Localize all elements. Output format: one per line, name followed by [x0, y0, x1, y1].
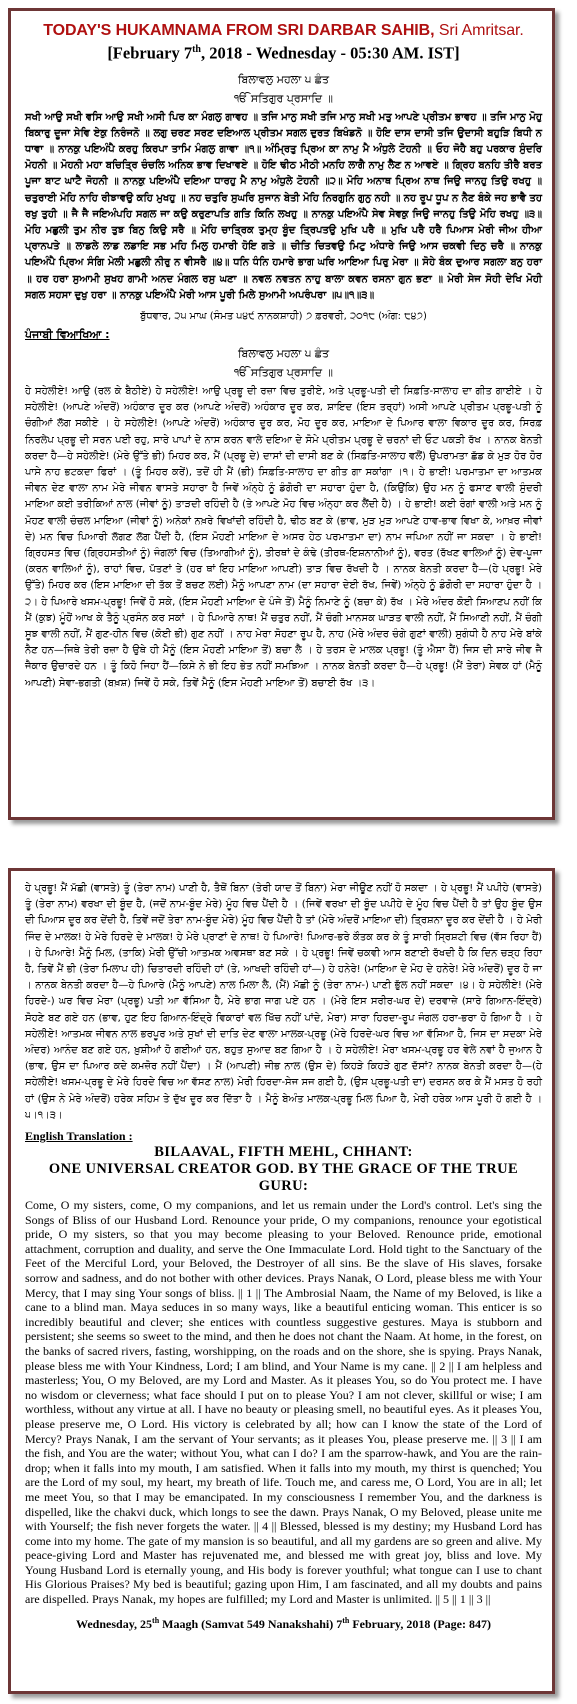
title-main: TODAY'S HUKAMNAMA FROM SRI DARBAR SAHIB, [43, 22, 435, 39]
hukamnama-panel-bottom [8, 868, 555, 1694]
punjabi-vyakhya-text: ਹੇ ਸਹੇਲੀਏ! ਆਉ (ਰਲ ਕੇ ਬੈਠੀਏ) ਹੇ ਸਹੇਲੀਏ! ਆਉ ਪ੍ਰਭੂ ਦੀ ਰਜ਼ਾ ਵਿਚ ਤੁਰੀਏ, ਅਤੇ ਪ੍ਰਭੂ-ਪਤੀ ਦੀ ਸਿਫ਼ਤਿ-ਸਾਲਾਹ ਦਾ ਗੀਤ ਗਾਈਏ । ਹੇ ਸਹੇਲੀਏ! (ਆਪਣੇ ਅੰਦਰੋਂ) ਅਹੰਕਾਰ ਦੂਰ ਕਰ (ਆਪਣੇ ਅੰਦਰੋਂ) ਅਹੰਕਾਰ ਦੂਰ ਕਰ, ਸ਼ਾਇਦ (ਇਸ ਤਰ੍ਹਾਂ) ਅਸੀ ਆਪਣੇ ਪ੍ਰੀਤਮ ਪ੍ਰਭੂ-ਪਤੀ ਨੂੰ ਚੰਗੀਆਂ ਲੱਗ ਸਕੀਏ । ਹੇ ਸਹੇਲੀਏ! (ਆਪਣੇ ਅੰਦਰੋਂ) ਅਹੰਕਾਰ ਦੂਰ ਕਰ, ਮੋਹ ਦੂਰ ਕਰ, ਮਾਇਆ ਦੇ ਪਿਆਰ ਵਾਲਾ ਵਿਕਾਰ ਦੂਰ ਕਰ, ਸਿਰਫ਼ ਨਿਰਲੇਪ ਪ੍ਰਭੂ ਦੀ ਸਰਨ ਪਈ ਰਹੁ, ਸਾਰੇ ਪਾਪਾਂ ਦੇ ਨਾਸ ਕਰਨ ਵਾਲੇ ਦਇਆ ਦੇ ਸੋਮੇ ਪ੍ਰੀਤਮ ਪ੍ਰਭੂ ਦੇ ਚਰਨਾਂ ਦੀ ਓਟ ਪਕੜੀ ਰੱਖ । ਨਾਨਕ ਬੇਨਤੀ ਕਰਦਾ ਹੈ—ਹੇ ਸਹੇਲੀਏ! (ਮੇਰੇ ਉੱਤੇ ਭੀ) ਮਿਹਰ ਕਰ, ਮੈਂ (ਪ੍ਰਭੂ ਦੇ) ਦਾਸਾਂ ਦੀ ਦਾਸੀ ਬਣ ਕੇ (ਸਿਫ਼ਤਿ-ਸਾਲਾਹ ਵਲੋਂ) ਉਪਰਾਮਤਾ ਛੱਡ ਕੇ ਮੁੜ ਹੋਰ ਹੋਰ ਪਾਸੇ ਨਾਹ ਭਟਕਦਾ ਫਿਰਾਂ । (ਤੂੰ ਮਿਹਰ ਕਰੇਂ), ਤਦੋਂ ਹੀ ਮੈਂ (ਭੀ) ਸਿਫ਼ਤਿ-ਸਾਲਾਹ ਦਾ ਗੀਤ ਗਾ ਸਕਾਂਗਾ ।੧। ਹੇ ਭਾਈ! ਪਰਮਾਤਮਾ ਦਾ ਆਤਮਕ ਜੀਵਨ ਦੇਣ ਵਾਲਾ ਨਾਮ ਮੇਰੇ ਜੀਵਨ ਵਾਸਤੇ ਸਹਾਰਾ ਹੈ ਜਿਵੇਂ ਅੰਨ੍ਹੇ ਨੂੰ ਡੰਗੋਰੀ ਦਾ ਸਹਾਰਾ ਹੁੰਦਾ ਹੈ, (ਕਿਉਂਕਿ) ਉਹ ਮਨ ਨੂੰ ਫਸਾਣ ਵਾਲੀ ਸੁੰਦਰੀ ਮਾਇਆ ਕਈ ਤਰੀਕਿਆਂ ਨਾਲ (ਜੀਵਾਂ ਨੂੰ) ਤਾੜਦੀ ਰਹਿੰਦੀ ਹੈ (ਤੇ ਆਪਣੇ ਮੋਹ ਵਿਚ ਅੰਨ੍ਹਾ ਕਰ ਲੈਂਦੀ ਹੈ) । ਹੇ ਭਾਈ! ਕਈ ਰੰਗਾਂ ਵਾਲੀ ਅਤੇ ਮਨ ਨੂੰ ਮੋਹਣ ਵਾਲੀ ਚੰਚਲ ਮਾਇਆ (ਜੀਵਾਂ ਨੂੰ) ਅਨੇਕਾਂ ਨਖ਼ਰੇ ਵਿਖਾਂਦੀ ਰਹਿੰਦੀ ਹੈ, ਢੀਠ ਬਣ ਕੇ (ਭਾਵ, ਮੁੜ ਮੁੜ ਆਪਣੇ ਹਾਵ-ਭਾਵ ਵਿਖਾ ਕੇ, ਆਖ਼ਰ ਜੀਵਾਂ ਦੇ) ਮਨ ਵਿਚ ਪਿਆਰੀ ਲੱਗਣ ਲੱਗ ਪੈਂਦੀ ਹੈ, (ਇਸ ਮੋਹਣੀ ਮਾਇਆ ਦੇ ਅਸਰ ਹੇਠ ਪਰਮਾਤਮਾ ਦਾ) ਨਾਮ ਜਪਿਆ ਨਹੀਂ ਜਾ ਸਕਦਾ । ਹੇ ਭਾਈ! ਗ੍ਰਿਹਸਤ ਵਿਚ (ਗ੍ਰਿਹਸਤੀਆਂ ਨੂੰ) ਜੰਗਲਾਂ ਵਿਚ (ਤਿਆਗੀਆਂ ਨੂੰ), ਤੀਰਥਾਂ ਦੇ ਕੰਢੇ (ਤੀਰਥ-ਇਸ਼ਨਾਨੀਆਂ ਨੂੰ), ਵਰਤ (ਰੱਖਣ ਵਾਲਿਆਂ ਨੂੰ) ਦੇਵ-ਪੂਜਾ (ਕਰਨ ਵਾਲਿਆਂ ਨੂੰ), ਰਾਹਾਂ ਵਿਚ, ਪੱਤਣਾਂ ਤੇ (ਹਰ ਥਾਂ ਇਹ ਮਾਇਆ ਆਪਣੀ) ਤਾੜ ਵਿਚ ਰੱਖਦੀ ਹੈ । ਨਾਨਕ ਬੇਨਤੀ ਕਰਦਾ ਹੈ—(ਹੇ ਪ੍ਰਭੂ! ਮੇਰੇ ਉੱਤੇ) ਮਿਹਰ ਕਰ (ਇਸ ਮਾਇਆ ਦੀ ਤੱਕ ਤੋਂ ਬਚਣ ਲਈ) ਮੈਨੂੰ ਆਪਣਾ ਨਾਮ (ਦਾ ਸਹਾਰਾ ਦੇਈ ਰੱਖ, ਜਿਵੇਂ) ਅੰਨ੍ਹੇ ਨੂੰ ਡੰਗੋਰੀ ਦਾ ਸਹਾਰਾ ਹੁੰਦਾ ਹੈ ।੨। ਹੇ ਪਿਆਰੇ ਖਸਮ-ਪ੍ਰਭੂ! ਜਿਵੇਂ ਹੋ ਸਕੇ, (ਇਸ ਮੋਹਣੀ ਮਾਇਆ ਦੇ ਪੰਜੇ ਤੋਂ) ਮੈਨੂੰ ਨਿਮਾਣੇ ਨੂੰ (ਬਚਾ ਕੇ) ਰੱਖ । ਮੇਰੇ ਅੰਦਰ ਕੋਈ ਸਿਆਣਪ ਨਹੀਂ ਕਿ ਮੈਂ (ਕੁਝ) ਮੂੰਹੋਂ ਆਖ ਕੇ ਤੈਨੂੰ ਪ੍ਰਸੰਨ ਕਰ ਸਕਾਂ । ਹੇ ਪਿਆਰੇ ਨਾਥ! ਮੈਂ ਚਤੁਰ ਨਹੀਂ, ਮੈਂ ਚੰਗੀ ਮਾਨਸਕ ਘਾੜਤ ਵਾਲੀ ਨਹੀਂ, ਮੈਂ ਸਿਆਣੀ ਨਹੀਂ, ਮੈਂ ਚੰਗੀ ਸੂਝ ਵਾਲੀ ਨਹੀਂ, ਮੈਂ ਗੁਣ-ਹੀਨ ਵਿਚ (ਕੋਈ ਭੀ) ਗੁਣ ਨਹੀਂ । ਨਾਹ ਮੇਰਾ ਸੋਹਣਾ ਰੂਪ ਹੈ, ਨਾਹ (ਮੇਰੇ ਅੰਦਰ ਚੰਗੇ ਗੁਣਾਂ ਵਾਲੀ) ਸੁਗੰਧੀ ਹੈ ਨਾਹ ਮੇਰੇ ਬਾਂਕੇ ਨੈਣ ਹਨ—ਜਿਥੇ ਤੇਰੀ ਰਜ਼ਾ ਹੈ ਉਥੇ ਹੀ ਮੈਨੂੰ (ਇਸ ਮੋਹਣੀ ਮਾਇਆ ਤੋਂ) ਬਚਾ ਲੈ । ਹੇ ਤਰਸ ਦੇ ਮਾਲਕ ਪ੍ਰਭੂ! (ਤੂੰ ਐਸਾ ਹੈਂ) ਜਿਸ ਦੀ ਸਾਰੇ ਜੀਵ ਜੈ ਜੈਕਾਰ ਉਚਾਰਦੇ ਹਨ । ਤੂੰ ਕਿਹੋ ਜਿਹਾ ਹੈਂ—ਕਿਸੇ ਨੇ ਭੀ ਇਹ ਭੇਤ ਨਹੀਂ ਸਮਝਿਆ । ਨਾਨਕ ਬੇਨਤੀ ਕਰਦਾ ਹੈ—ਹੇ ਪ੍ਰਭੂ! (ਮੈਂ ਤੇਰਾ) ਸੇਵਕ ਹਾਂ (ਮੈਨੂੰ ਆਪਣੀ) ਸੇਵਾ-ਭਗਤੀ (ਬਖ਼ਸ਼) ਜਿਵੇਂ ਹੋ ਸਕੇ, ਤਿਵੇਂ ਮੈਨੂੰ (ਇਸ ਮੋਹਣੀ ਮਾਇਆ ਤੋਂ) ਬਚਾਈ ਰੱਖ ।੩। [25, 385, 542, 689]
english-translation-heading: English Translation : [25, 1129, 133, 1144]
page-title [25, 21, 542, 40]
punjabi-mool-mantar: ੴ ਸਤਿਗੁਰ ਪ੍ਰਸਾਦਿ ॥ [234, 365, 333, 379]
title-location: Sri Amritsar. [434, 22, 524, 39]
date-rest: , 2018 - Wednesday - 05:30 AM. IST] [201, 43, 460, 63]
en-date-open: Wednesday, 25 [76, 1616, 153, 1631]
punjabi-vyakhya-continued: ਹੇ ਪ੍ਰਭੂ! ਮੈਂ ਮੱਛੀ (ਵਾਸਤੇ) ਤੂੰ (ਤੇਰਾ ਨਾਮ) ਪਾਣੀ ਹੈ, ਤੈਥੋਂ ਬਿਨਾ (ਤੇਰੀ ਯਾਦ ਤੋਂ ਬਿਨਾ) ਮੇਰਾ ਜੀਊਣ ਨਹੀਂ ਹੋ ਸਕਦਾ । ਹੇ ਪ੍ਰਭੂ! ਮੈਂ ਪਪੀਹੇ (ਵਾਸਤੇ) ਤੂੰ (ਤੇਰਾ ਨਾਮ) ਵਰਖਾ ਦੀ ਬੂੰਦ ਹੈ, (ਜਦੋਂ ਨਾਮ-ਬੂੰਦ ਮੇਰੇ) ਮੂੰਹ ਵਿਚ ਪੈਂਦੀ ਹੈ । (ਜਿਵੇਂ ਵਰਖਾ ਦੀ ਬੂੰਦ ਪਪੀਹੇ ਦੇ ਮੂੰਹ ਵਿਚ ਪੈਂਦੀ ਹੈ ਤਾਂ ਉਹ ਬੂੰਦ ਉਸ ਦੀ ਪਿਆਸ ਦੂਰ ਕਰ ਦੇਂਦੀ ਹੈ, ਤਿਵੇਂ ਜਦੋਂ ਤੇਰਾ ਨਾਮ-ਬੂੰਦ ਮੇਰੇ) ਮੂੰਹ ਵਿਚ ਪੈਂਦੀ ਹੈ ਤਾਂ (ਮੇਰੇ ਅੰਦਰੋਂ ਮਾਇਆ ਦੀ) ਤ੍ਰਿਸ਼ਨਾ ਦੂਰ ਕਰ ਦੇਂਦੀ ਹੈ । ਹੇ ਮੇਰੀ ਜਿੰਦ ਦੇ ਮਾਲਕ! ਹੇ ਮੇਰੇ ਹਿਰਦੇ ਦੇ ਮਾਲਕ! ਹੇ ਮੇਰੇ ਪ੍ਰਾਣਾਂ ਦੇ ਨਾਥ! ਹੇ ਪਿਆਰੇ! ਪਿਆਰ-ਭਰੇ ਕੌਤਕ ਕਰ ਕੇ ਤੂੰ ਸਾਰੀ ਸ੍ਰਿਸ਼ਟੀ ਵਿਚ (ਵੱਸ ਰਿਹਾ ਹੈਂ) । ਹੇ ਪਿਆਰੇ! ਮੈਨੂੰ ਮਿਲ, (ਤਾਕਿ) ਮੇਰੀ ਉੱਚੀ ਆਤਮਕ ਅਵਸਥਾ ਬਣ ਸਕੇ । ਹੇ ਪ੍ਰਭੂ! ਜਿਵੇਂ ਚਕਵੀ ਆਸ ਬਣਾਈ ਰੱਖਦੀ ਹੈ ਕਿ ਦਿਨ ਚੜ੍ਹ ਰਿਹਾ ਹੈ, ਤਿਵੇਂ ਮੈਂ ਭੀ (ਤੇਰਾ ਮਿਲਾਪ ਹੀ) ਚਿਤਾਰਦੀ ਰਹਿੰਦੀ ਹਾਂ (ਤੇ, ਆਖਦੀ ਰਹਿੰਦੀ ਹਾਂ—) ਹੇ ਹਨੇਰੇ! (ਮਾਇਆ ਦੇ ਮੋਹ ਦੇ ਹਨੇਰੇ! ਮੇਰੇ ਅੰਦਰੋਂ) ਦੂਰ ਹੋ ਜਾ । ਨਾਨਕ ਬੇਨਤੀ ਕਰਦਾ ਹੈ—ਹੇ ਪਿਆਰੇ (ਮੈਨੂੰ ਆਪਣੇ) ਨਾਲ ਮਿਲਾ ਲੈ, (ਮੈਂ) ਮੱਛੀ ਨੂੰ (ਤੇਰਾ ਨਾਮ-) ਪਾਣੀ ਭੁੱਲ ਨਹੀਂ ਸਕਦਾ ।੪। ਹੇ ਸਹੇਲੀਏ! (ਮੇਰੇ ਹਿਰਦੇ-) ਘਰ ਵਿਚ ਮੇਰਾ (ਪ੍ਰਭੂ) ਪਤੀ ਆ ਵੱਸਿਆ ਹੈ, ਮੇਰੇ ਭਾਗ ਜਾਗ ਪਏ ਹਨ । (ਮੇਰੇ ਇਸ ਸਰੀਰ-ਘਰ ਦੇ) ਦਰਵਾਜ਼ੇ (ਸਾਰੇ ਗਿਆਨ-ਇੰਦ੍ਰੇ) ਸੋਹਣੇ ਬਣ ਗਏ ਹਨ (ਭਾਵ, ਹੁਣ ਇਹ ਗਿਆਨ-ਇੰਦ੍ਰੇ ਵਿਕਾਰਾਂ ਵਲ ਖਿੱਚ ਨਹੀਂ ਪਾਂਦੇ, ਮੇਰਾ) ਸਾਰਾ ਹਿਰਦਾ-ਰੂਪ ਜੰਗਲ ਹਰਾ-ਭਰਾ ਹੋ ਗਿਆ ਹੈ । ਹੇ ਸਹੇਲੀਏ! ਆਤਮਕ ਜੀਵਨ ਨਾਲ ਭਰਪੂਰ ਅਤੇ ਸੁਖਾਂ ਦੀ ਦਾਤਿ ਦੇਣ ਵਾਲਾ ਮਾਲਕ-ਪ੍ਰਭੂ (ਮੇਰੇ ਹਿਰਦੇ-ਘਰ ਵਿਚ ਆ ਵੱਸਿਆ ਹੈ, ਜਿਸ ਦਾ ਸਦਕਾ ਮੇਰੇ ਅੰਦਰ) ਆਨੰਦ ਬਣ ਗਏ ਹਨ, ਖ਼ੁਸ਼ੀਆਂ ਹੋ ਗਈਆਂ ਹਨ, ਬਹੁਤ ਸੁਆਦ ਬਣ ਗਿਆ ਹੈ । ਹੇ ਸਹੇਲੀਏ! ਮੇਰਾ ਖਸਮ-ਪ੍ਰਭੂ ਹਰ ਵੇਲੇ ਨਵਾਂ ਹੈ ਜੁਆਨ ਹੈ (ਭਾਵ, ਉਸ ਦਾ ਪਿਆਰ ਕਦੇ ਕਮਜ਼ੋਰ ਨਹੀਂ ਪੈਂਦਾ) । ਮੈਂ (ਆਪਣੀ) ਜੀਭ ਨਾਲ (ਉਸ ਦੇ) ਕਿਹੜੇ ਕਿਹੜੇ ਗੁਣ ਦੱਸਾਂ? ਨਾਨਕ ਬੇਨਤੀ ਕਰਦਾ ਹੈ—(ਹੇ ਸਹੇਲੀਏ! ਖਸਮ-ਪ੍ਰਭੂ ਦੇ ਮੇਰੇ ਹਿਰਦੇ ਵਿਚ ਆ ਵੱਸਣ ਨਾਲ) ਮੇਰੀ ਹਿਰਦਾ-ਸੇਜ ਸਜ ਗਈ ਹੈ, (ਉਸ ਪ੍ਰਭੂ-ਪਤੀ ਦਾ) ਦਰਸਨ ਕਰ ਕੇ ਮੈਂ ਮਸਤ ਹੋ ਰਹੀ ਹਾਂ (ਉਸ ਨੇ ਮੇਰੇ ਅੰਦਰੋਂ) ਹਰੇਕ ਸਹਿਮ ਤੇ ਦੁੱਖ ਦੂਰ ਕਰ ਦਿੱਤਾ ਹੈ । ਮੈਨੂੰ ਬੇਅੰਤ ਮਾਲਕ-ਪ੍ਰਭੂ ਮਿਲ ਪਿਆ ਹੈ, ਮੇਰੀ ਹਰੇਕ ਆਸ ਪੂਰੀ ਹੋ ਗਈ ਹੈ ।੫।੧।੩। [25, 883, 542, 1121]
date-sup: th [192, 44, 201, 55]
shabad-heading: ਬਿਲਾਵਲੁ ਮਹਲਾ ੫ ਛੰਤ [237, 72, 330, 86]
english-title-2: ONE UNIVERSAL CREATOR GOD. BY THE GRACE OF THE TRUE GURU: [48, 1161, 519, 1195]
en-date-mid: Maagh (Samvat 549 Nanakshahi) 7 [159, 1616, 343, 1631]
date-open: [February 7 [107, 43, 193, 63]
en-date-rest: February, 2018 (Page: 847) [349, 1616, 491, 1631]
english-translation-text: Come, O my sisters, come, O my companions, and let us remain under the Lord's control. Let's sing the Songs of Bliss of our Husband Lord. Renounce your pride, O my companions, renounce your egotistical pride, O my sisters, so that you may become pleasing to your Beloved. Renounce pride, emotional attachment, corruption and duality, and serve the One Immaculate Lord. Hold tight to the Sanctuary of the Feet of the Merciful Lord, your Beloved, the Destroyer of all sins. Be the slave of His slaves, forsake sorrow and sadness, and do not bother with other devices. Prays Nanak, O Lord, please bless me with Your Mercy, that I may sing Your songs of bliss. || 1 || The Ambrosial Naam, the Name of my Beloved, is like a cane to a blind man. Maya seduces in so many ways, like a beautiful enticing woman. This enticer is so incredibly beautiful and clever; she entices with countless suggestive gestures. Maya is stubborn and persistent; she seems so sweet to the mind, and then he does not chant the Naam. At home, in the forest, on the banks of sacred rivers, fasting, worshipping, on the roads and on the shore, she is spying. Prays Nanak, please bless me with Your Kindness, Lord; I am blind, and Your Name is my cane. || 2 || I am helpless and masterless; You, O my Beloved, are my Lord and Master. As it pleases You, so do You protect me. I have no wisdom or cleverness; what face should I put on to please You? I am not clever, skillful or wise; I am worthless, without any virtue at all. I have no beauty or pleasing smell, no beautiful eyes. As it pleases You, please preserve me, O Lord. His victory is celebrated by all; how can I know the state of the Lord of Mercy? Prays Nanak, I am the servant of Your servants; as it pleases You, please preserve me. || 3 || I am the fish, and You are the water; without You, what can I do? I am the sparrow-hawk, and You are the rain-drop; when it falls into my mouth, I am satisfied. When it falls into my mouth, my thirst is quenched; You are the Lord of my soul, my heart, my breath of life. Touch me, and caress me, O Lord, You are in all; let me meet You, so that I may be emancipated. In my consciousness I remember You, and the darkness is dispelled, like the chakvi duck, which longs to see the dawn. Prays Nanak, O my Beloved, please unite me with Yourself; the fish never forgets the water. || 4 || Blessed, blessed is my destiny; my Husband Lord has come into my home. The gate of my mansion is so beautiful, and all my gardens are so green and alive. My peace-giving Lord and Master has rejuvenated me, and blessed me with great joy, bliss and love. My Young Husband Lord is eternally young, and His body is forever youthful; what tongue can I use to chant His Glorious Praises? My bed is beautiful; gazing upon Him, I am fascinated, and all my doubts and pains are dispelled. Prays Nanak, my hopes are fulfilled; my Lord and Master is unlimited. || 5 || 1 || 3 || [25, 1198, 542, 1607]
english-date-line [25, 1613, 542, 1632]
english-title-1: BILAAVAL, FIFTH MEHL, CHHANT: [154, 1144, 413, 1161]
en-date-sup2: th [342, 1615, 350, 1625]
gurmukhi-shabad: ਸਖੀ ਆਉ ਸਖੀ ਵਸਿ ਆਉ ਸਖੀ ਅਸੀ ਪਿਰ ਕਾ ਮੰਗਲੁ ਗਾਵਹ ॥ ਤਜਿ ਮਾਨੁ ਸਖੀ ਤਜਿ ਮਾਨੁ ਸਖੀ ਮਤੁ ਆਪਣੇ ਪ੍ਰੀਤਮ ਭਾਵਹ ॥ ਤਜਿ ਮਾਨੁ ਮੋਹੁ ਬਿਕਾਰੁ ਦੂਜਾ ਸੇਵਿ ਏਕੁ ਨਿਰੰਜਨੋ ॥ ਲਗੁ ਚਰਣ ਸਰਣ ਦਇਆਲ ਪ੍ਰੀਤਮ ਸਗਲ ਦੁਰਤ ਬਿਖੰਡਨੋ ॥ ਹੋਇ ਦਾਸ ਦਾਸੀ ਤਜਿ ਉਦਾਸੀ ਬਹੁੜਿ ਬਿਧੀ ਨ ਧਾਵਾ ॥ ਨਾਨਕੁ ਪਇਅੰਪੈ ਕਰਹੁ ਕਿਰਪਾ ਤਾਮਿ ਮੰਗਲੁ ਗਾਵਾ ॥੧॥ ਅੰਮ੍ਰਿਤੁ ਪ੍ਰਿਅ ਕਾ ਨਾਮੁ ਮੈ ਅੰਧੁਲੇ ਟੋਹਨੀ ॥ ਓਹ ਜੋਹੈ ਬਹੁ ਪਰਕਾਰ ਸੁੰਦਰਿ ਮੋਹਨੀ ॥ ਮੋਹਨੀ ਮਹਾ ਬਚਿਤ੍ਰਿ ਚੰਚਲਿ ਅਨਿਕ ਭਾਵ ਦਿਖਾਵਏ ॥ ਹੋਇ ਢੀਠ ਮੀਠੀ ਮਨਹਿ ਲਾਗੈ ਨਾਮੁ ਲੈਣ ਨ ਆਵਏ ॥ ਗ੍ਰਿਹ ਬਨਹਿ ਤੀਰੈ ਬਰਤ ਪੂਜਾ ਬਾਟ ਘਾਟੈ ਜੋਹਨੀ ॥ ਨਾਨਕੁ ਪਇਅੰਪੈ ਦਇਆ ਧਾਰਹੁ ਮੈ ਨਾਮੁ ਅੰਧੁਲੇ ਟੋਹਨੀ ॥੨॥ ਮੋਹਿ ਅਨਾਥ ਪ੍ਰਿਅ ਨਾਥ ਜਿਉ ਜਾਨਹੁ ਤਿਉ ਰਖਹੁ ॥ ਚਤੁਰਾਈ ਮੋਹਿ ਨਾਹਿ ਰੀਝਾਵਉ ਕਹਿ ਮੁਖਹੁ ॥ ਨਹ ਚਤੁਰਿ ਸੁਘਰਿ ਸੁਜਾਨ ਬੇਤੀ ਮੋਹਿ ਨਿਰਗੁਨਿ ਗੁਨੁ ਨਹੀ ॥ ਨਹ ਰੂਪ ਧੂਪ ਨ ਨੈਣ ਬੰਕੇ ਜਹ ਭਾਵੈ ਤਹ ਰਖੁ ਤੁਹੀ ॥ ਜੈ ਜੈ ਜਇਅੰਪਹਿ ਸਗਲ ਜਾ ਕਉ ਕਰੁਣਾਪਤਿ ਗਤਿ ਕਿਨਿ ਲਖਹੁ ॥ ਨਾਨਕੁ ਪਇਅੰਪੈ ਸੇਵ ਸੇਵਕੁ ਜਿਉ ਜਾਨਹੁ ਤਿਉ ਮੋਹਿ ਰਖਹੁ ॥੩॥ ਮੋਹਿ ਮਛੁਲੀ ਤੁਮ ਨੀਰ ਤੁਝ ਬਿਨੁ ਕਿਉ ਸਰੈ ॥ ਮੋਹਿ ਚਾਤ੍ਰਿਕ ਤੁਮ੍ਹ ਬੂੰਦ ਤ੍ਰਿਪਤਉ ਮੁਖਿ ਪਰੈ ॥ ਮੁਖਿ ਪਰੈ ਹਰੈ ਪਿਆਸ ਮੇਰੀ ਜੀਅ ਹੀਆ ਪ੍ਰਾਨਪਤੇ ॥ ਲਾਡਲੇ ਲਾਡ ਲਡਾਇ ਸਭ ਮਹਿ ਮਿਲੁ ਹਮਾਰੀ ਹੋਇ ਗਤੇ ॥ ਚੀਤਿ ਚਿਤਵਉ ਮਿਟੁ ਅੰਧਾਰੇ ਜਿਉ ਆਸ ਚਕਵੀ ਦਿਨੁ ਚਰੈ ॥ ਨਾਨਕੁ ਪਇਅੰਪੈ ਪ੍ਰਿਅ ਸੰਗਿ ਮੇਲੀ ਮਛੁਲੀ ਨੀਰੁ ਨ ਵੀਸਰੈ ॥੪॥ ਧਨਿ ਧੰਨਿ ਹਮਾਰੇ ਭਾਗ ਘਰਿ ਆਇਆ ਪਿਰੁ ਮੇਰਾ ॥ ਸੋਹੇ ਬੰਕ ਦੁਆਰ ਸਗਲਾ ਬਨੁ ਹਰਾ ॥ ਹਰ ਹਰਾ ਸੁਆਮੀ ਸੁਖਹ ਗਾਮੀ ਅਨਦ ਮੰਗਲ ਰਸੁ ਘਣਾ ॥ ਨਵਲ ਨਵਤਨ ਨਾਹੁ ਬਾਲਾ ਕਵਨ ਰਸਨਾ ਗੁਨ ਭਣਾ ॥ ਮੇਰੀ ਸੇਜ ਸੋਹੀ ਦੇਖਿ ਮੋਹੀ ਸਗਲ ਸਹਸਾ ਦੁਖੁ ਹਰਾ ॥ ਨਾਨਕੁ ਪਇਅੰਪੈ ਮੇਰੀ ਆਸ ਪੂਰੀ ਮਿਲੇ ਸੁਆਮੀ ਅਪਰੰਪਰਾ ॥੫॥੧॥੩॥ [25, 111, 542, 301]
date-line [25, 40, 542, 64]
punjabi-title: ਬਿਲਾਵਲੁ ਮਹਲਾ ੫ ਛੰਤ [237, 346, 330, 360]
punjabi-vyakhya-heading: ਪੰਜਾਬੀ ਵਿਆਖਿਆ : [25, 327, 110, 341]
hukamnama-panel-top [8, 8, 555, 820]
gurmukhi-date: ਬੁੱਧਵਾਰ, ੨੫ ਮਾਘ (ਸੰਮਤ ੫੪੯ ਨਾਨਕਸ਼ਾਹੀ) ੭ ਫ਼ਰਵਰੀ, ੨੦੧੮ (ਅੰਗ: ੮੪੭) [140, 310, 427, 322]
en-date-sup1: th [152, 1615, 160, 1625]
shabad-mool-mantar: ੴ ਸਤਿਗੁਰ ਪ੍ਰਸਾਦਿ ॥ [234, 91, 333, 105]
